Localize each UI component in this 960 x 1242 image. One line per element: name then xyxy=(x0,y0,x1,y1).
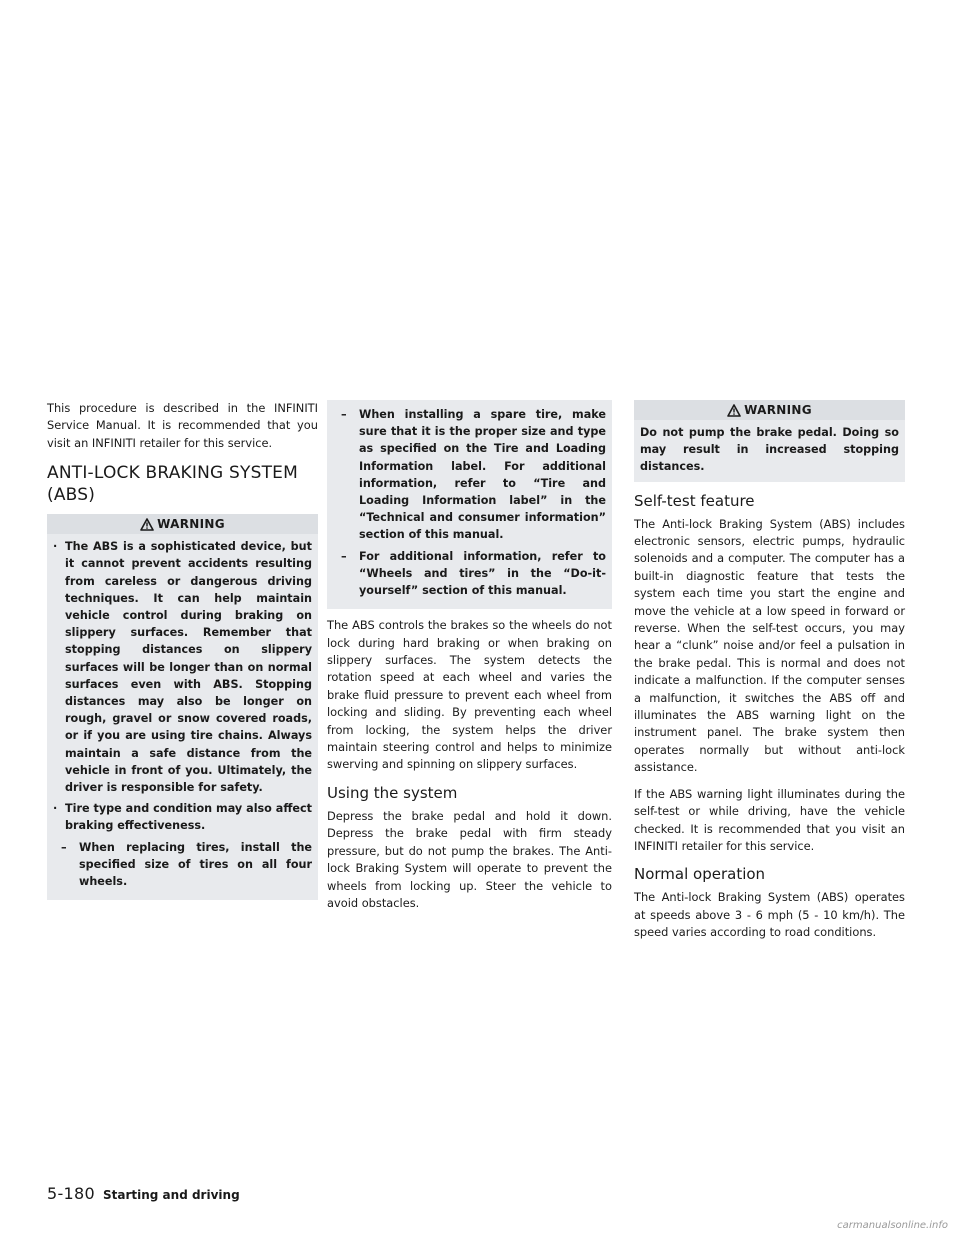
page-number: 5-180 xyxy=(47,1184,95,1203)
warning-light-paragraph: If the ABS warning light illuminates during the self-test or while driving, have the vehicle checked. It is recommended that you visit an INFINITI retailer for this service. xyxy=(634,786,905,853)
warning-body xyxy=(47,534,318,900)
section-name: Starting and driving xyxy=(103,1188,240,1202)
warning-box-1 xyxy=(47,514,318,900)
warning-header xyxy=(47,514,318,534)
warning-body: Do not pump the brake pedal. Doing so may result in increased stopping distances. xyxy=(634,420,905,482)
section-heading-abs: ANTI-LOCK BRAKING SYSTEM (ABS) xyxy=(47,463,298,506)
self-test-paragraph: The Anti-lock Braking System (ABS) includes electronic sensors, electric pumps, hydraulic solenoids and a computer. The computer has a built-in diagnostic feature that tests the system each time you start the engine and move the vehicle at a low speed in forward or reverse. When the self-test occurs, you may hear a “clunk” noise and/or feel a pulsation in the brake pedal. This is normal and does not indicate a malfunction. If the computer senses a malfunction, it switches the ABS off and illuminates the ABS warning light on the instrument panel. The brake system then operates normally but without anti-lock assistance. xyxy=(634,516,905,775)
watermark: carmanualsonline.info xyxy=(837,1220,948,1231)
normal-operation-paragraph: The Anti-lock Braking System (ABS) operates at speeds above 3 - 6 mph (5 - 10 km/h). The speed varies according to road conditions. xyxy=(634,890,905,940)
column-2 xyxy=(327,400,612,921)
warning-sub-item-3: – For additional information, refer to “Wheels and tires” in the “Do-it-yourself” section of this manual. xyxy=(341,549,606,598)
warning-header xyxy=(634,400,905,420)
column-3 xyxy=(634,400,905,951)
page-footer xyxy=(47,1184,240,1203)
warning-label: WARNING xyxy=(744,403,812,417)
warning-bullet-2: · Tire type and condition may also affect braking effectiveness. xyxy=(53,802,312,833)
warning-sub-item-1: – When replacing tires, install the specified size of tires on all four wheels. xyxy=(61,840,312,889)
subheading-self-test-feature: Self-test feature xyxy=(634,491,755,510)
warning-label: WARNING xyxy=(157,517,225,532)
warning-triangle-icon xyxy=(140,518,154,531)
warning-bullet-1: · The ABS is a sophisticated device, but it cannot prevent accidents resulting from careless or dangerous driving techniques. It can help maintain vehicle control during braking on slippery surfaces. Remember that stopping distances on slippery surfaces will be longer than on normal surfaces even with ABS. Stopping distances may also be longer on rough, gravel or snow covered roads, or if you are using tire chains. Always maintain a safe distance from the vehicle in front of you. Ultimately, the driver is responsible for safety. xyxy=(53,540,312,795)
warning-sub-item-2: – When installing a spare tire, make sure that it is the proper size and type as specified on the Tire and Loading Information label. For additional information, refer to “Tire and Loading Information label” in the “Technical and consumer information” section of this manual. xyxy=(341,408,606,542)
column-1 xyxy=(47,400,318,900)
subheading-normal-operation: Normal operation xyxy=(634,865,766,884)
using-system-paragraph: Depress the brake pedal and hold it down. Depress the brake pedal with firm steady pressure, but do not pump the brakes. The Anti-lock Braking System will operate to prevent the wheels from locking up. Steer the vehicle to avoid obstacles. xyxy=(327,808,612,910)
abs-description-paragraph: The ABS controls the brakes so the wheels do not lock during hard braking or when braking on slippery surfaces. The system detects the rotation speed at each wheel and varies the brake fluid pressure to prevent each wheel from locking and sliding. By preventing each wheel from locking, the system helps the driver maintain steering control and helps to minimize swerving and spinning on slippery surfaces. xyxy=(327,618,612,772)
warning-triangle-icon xyxy=(727,404,741,417)
warning-box-2 xyxy=(634,400,905,482)
subheading-using-the-system: Using the system xyxy=(327,783,458,802)
warning-box-1-continued xyxy=(327,400,612,609)
intro-paragraph: This procedure is described in the INFINITI Service Manual. It is recommended that you visit an INFINITI retailer for this service. xyxy=(47,401,318,450)
